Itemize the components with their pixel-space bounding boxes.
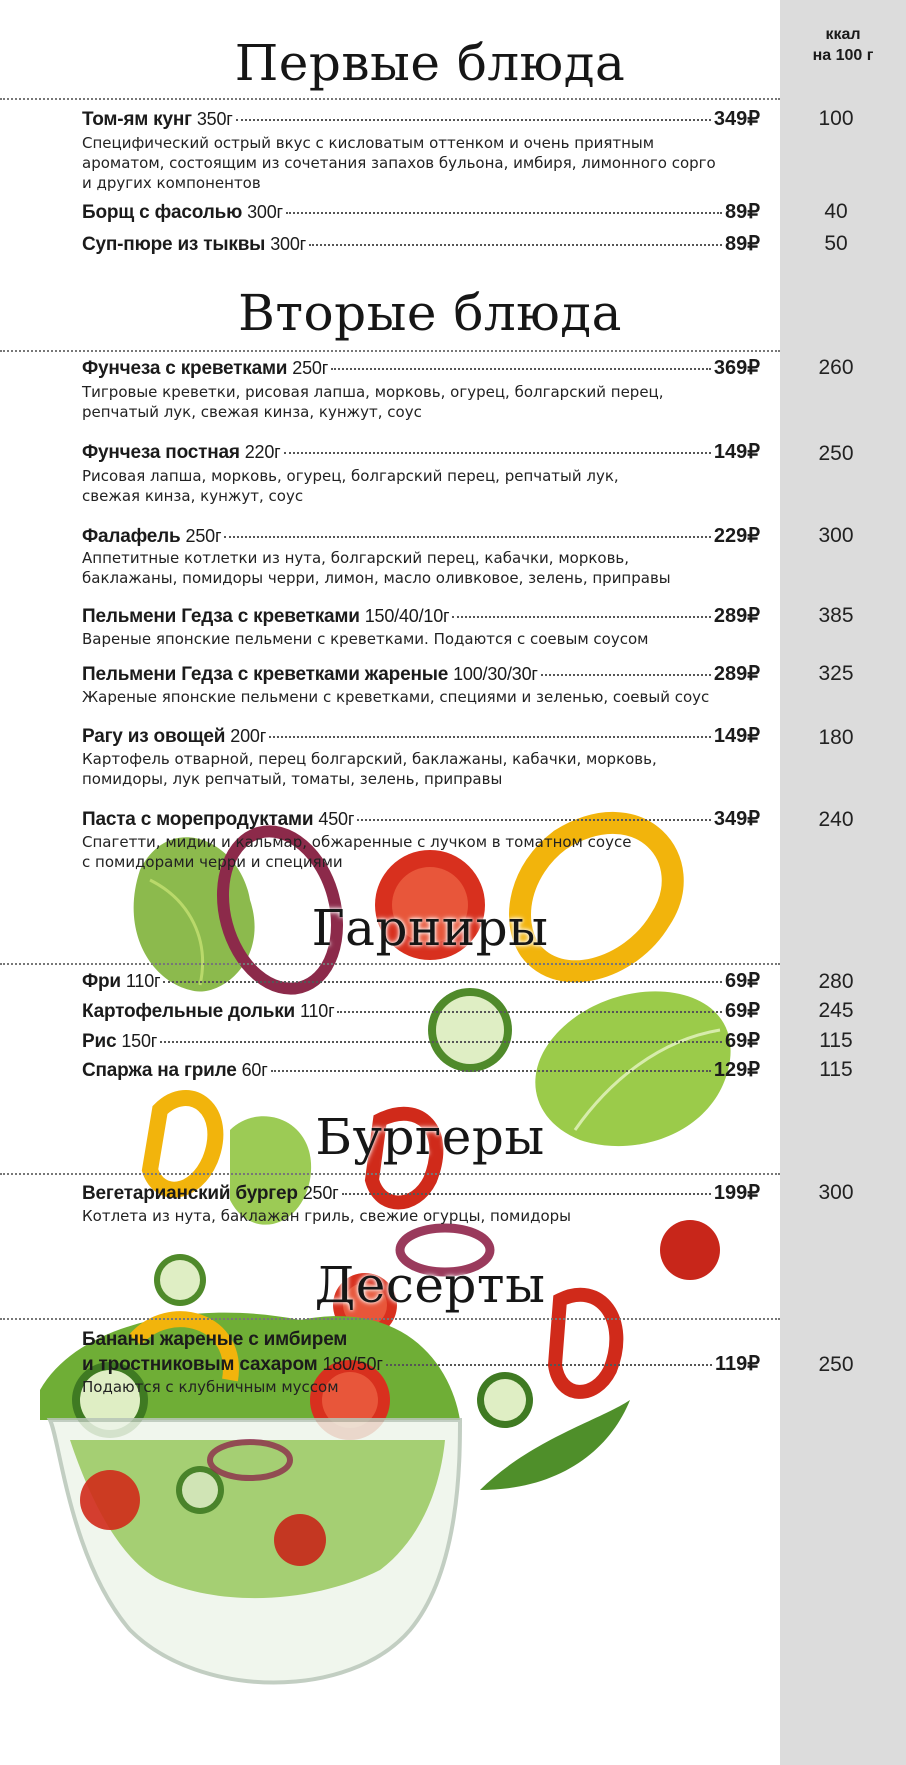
item-name: Спаржа на гриле	[82, 1060, 237, 1081]
item-kcal: 50	[824, 232, 848, 255]
dotted-leader	[284, 452, 711, 454]
menu-item	[82, 200, 760, 225]
dotted-leader	[337, 1011, 722, 1013]
kcal-column-background	[780, 0, 906, 1765]
item-kcal: 115	[819, 1058, 853, 1081]
description-line: Вареные японские пельмени с креветками. Подаются с соевым соусом	[82, 630, 649, 648]
description-line: с помидорами черри и специями	[82, 853, 343, 871]
item-price: 69₽	[725, 970, 760, 992]
item-kcal: 245	[818, 999, 854, 1022]
section-divider	[0, 963, 780, 965]
section-divider	[0, 98, 780, 100]
item-description	[82, 629, 742, 649]
item-description	[82, 832, 742, 872]
kcal-header-line-2: на 100 г	[812, 47, 874, 64]
item-kcal: 325	[818, 662, 854, 685]
menu-item	[82, 999, 760, 1024]
item-description	[82, 548, 742, 588]
menu-item	[82, 1352, 760, 1377]
menu-item	[82, 807, 760, 832]
item-kcal: 40	[824, 200, 848, 223]
dotted-leader	[309, 244, 722, 246]
item-weight: 250г	[302, 1183, 339, 1203]
section-divider	[0, 1173, 780, 1175]
item-name: Том-ям кунг	[82, 109, 192, 130]
menu-item	[82, 1181, 760, 1206]
dotted-leader	[236, 119, 711, 121]
item-name: Фунчеза постная	[82, 442, 240, 463]
item-name: Фалафель	[82, 526, 181, 547]
section-title-first-courses: Первые блюда	[234, 34, 626, 92]
item-name: Борщ с фасолью	[82, 202, 243, 223]
menu-item	[82, 107, 760, 132]
item-name: Паста с морепродуктами	[82, 809, 314, 830]
item-price: 149₽	[713, 441, 760, 463]
item-weight: 250г	[185, 526, 222, 546]
item-price: 129₽	[713, 1059, 760, 1081]
item-price: 369₽	[713, 357, 760, 379]
dotted-leader	[331, 368, 711, 370]
item-kcal: 300	[818, 1181, 854, 1204]
item-name: Рис	[82, 1031, 117, 1052]
item-weight: 110г	[125, 971, 161, 991]
menu-item	[82, 1029, 760, 1054]
item-price: 119₽	[715, 1353, 760, 1375]
item-price: 69₽	[725, 1000, 760, 1022]
description-line: репчатый лук, свежая кинза, кунжут, соус	[82, 403, 422, 421]
menu-item	[82, 724, 760, 749]
item-kcal: 385	[818, 604, 854, 627]
dotted-leader	[269, 736, 711, 738]
item-price: 149₽	[713, 725, 760, 747]
description-line: и других компонентов	[82, 174, 261, 192]
item-weight: 250г	[292, 358, 329, 378]
item-name: Фри	[82, 971, 121, 992]
description-line: Тигровые креветки, рисовая лапша, морковь, огурец, болгарский перец,	[82, 383, 664, 401]
item-description	[82, 382, 742, 422]
item-name: Вегетарианский бургер	[82, 1183, 298, 1204]
item-price: 89₽	[725, 233, 760, 255]
item-kcal: 250	[818, 442, 854, 465]
description-line: Специфический острый вкус с кисловатым оттенком и очень приятным	[82, 134, 655, 152]
dotted-leader	[163, 981, 722, 983]
item-price: 349₽	[713, 808, 760, 830]
description-line: Аппетитные котлетки из нута, болгарский перец, кабачки, морковь,	[82, 549, 630, 567]
item-description	[82, 133, 742, 193]
dotted-leader	[271, 1070, 711, 1072]
item-description	[82, 466, 742, 506]
item-price: 199₽	[713, 1182, 760, 1204]
menu-item	[82, 524, 760, 549]
menu-item	[82, 356, 760, 381]
menu-item	[82, 604, 760, 629]
description-line: Спагетти, мидии и кальмар, обжаренные с лучком в томатном соусе	[82, 833, 632, 851]
item-price: 349₽	[713, 108, 760, 130]
item-weight: 450г	[318, 809, 355, 829]
item-name: Суп-пюре из тыквы	[82, 234, 266, 255]
item-kcal: 180	[818, 726, 854, 749]
section-title-sides: Гарниры	[311, 899, 549, 957]
menu-item	[82, 969, 760, 994]
item-price: 229₽	[713, 525, 760, 547]
item-price: 289₽	[713, 663, 760, 685]
item-weight: 200г	[230, 726, 267, 746]
item-kcal: 240	[818, 808, 854, 831]
item-name: Рагу из овощей	[82, 726, 226, 747]
kcal-header-line-1: ккал	[825, 26, 861, 43]
item-weight: 100/30/30г	[453, 664, 538, 684]
item-weight: 150/40/10г	[364, 606, 450, 626]
dotted-leader	[224, 536, 711, 538]
description-line: Котлета из нута, баклажан гриль, свежие огурцы, помидоры	[82, 1207, 571, 1225]
item-price: 289₽	[713, 605, 760, 627]
item-description	[82, 687, 742, 707]
description-line: ароматом, состоящим из сочетания запахов бульона, имбиря, лимонного сорго	[82, 154, 716, 172]
item-price: 89₽	[725, 201, 760, 223]
menu-item	[82, 232, 760, 257]
item-weight: 300г	[247, 202, 283, 222]
item-weight: 350г	[196, 109, 233, 129]
dotted-leader	[357, 819, 711, 821]
item-name: Пельмени Гедза с креветками	[82, 606, 360, 627]
item-price: 69₽	[725, 1030, 760, 1052]
menu-item	[82, 440, 760, 465]
description-line: помидоры, лук репчатый, томаты, зелень, приправы	[82, 770, 503, 788]
item-name: Картофельные дольки	[82, 1001, 295, 1022]
item-name: Фунчеза с креветками	[82, 358, 288, 379]
description-line: свежая кинза, кунжут, соус	[82, 487, 304, 505]
item-description	[82, 749, 742, 789]
item-kcal: 115	[819, 1029, 853, 1052]
item-weight: 220г	[244, 442, 281, 462]
dotted-leader	[342, 1193, 711, 1195]
item-name-line-2: и тростниковым сахаром	[82, 1354, 318, 1375]
item-kcal: 280	[818, 970, 854, 993]
dotted-leader	[286, 212, 722, 214]
menu-item	[82, 1058, 760, 1083]
item-weight: 150г	[121, 1031, 158, 1051]
item-name: Пельмени Гедза с креветками жареные	[82, 664, 449, 685]
item-weight: 110г	[299, 1001, 335, 1021]
item-description	[82, 1377, 742, 1397]
item-name: Бананы жареные с имбирем	[82, 1329, 348, 1350]
dotted-leader	[541, 674, 711, 676]
dotted-leader	[160, 1041, 722, 1043]
menu-item	[82, 662, 760, 687]
item-kcal: 300	[818, 524, 854, 547]
section-title-burgers: Бургеры	[315, 1108, 545, 1166]
section-divider	[0, 1318, 780, 1320]
item-weight: 300г	[270, 234, 307, 254]
item-kcal: 100	[818, 107, 854, 130]
item-weight: 180/50г	[322, 1354, 383, 1374]
item-description	[82, 1206, 742, 1226]
item-kcal: 260	[818, 356, 854, 379]
dotted-leader	[386, 1364, 712, 1366]
description-line: Картофель отварной, перец болгарский, баклажаны, кабачки, морковь,	[82, 750, 657, 768]
description-line: Жареные японские пельмени с креветками, специями и зеленью, соевый соус	[82, 688, 710, 706]
section-title-desserts: Десерты	[314, 1256, 546, 1314]
section-divider	[0, 350, 780, 352]
menu-item-name-line-1	[82, 1328, 760, 1352]
item-weight: 60г	[241, 1060, 268, 1080]
item-kcal: 250	[818, 1353, 854, 1376]
description-line: Подаются с клубничным муссом	[82, 1378, 339, 1396]
description-line: Рисовая лапша, морковь, огурец, болгарский перец, репчатый лук,	[82, 467, 619, 485]
description-line: баклажаны, помидоры черри, лимон, масло оливковое, зелень, приправы	[82, 569, 671, 587]
dotted-leader	[452, 616, 711, 618]
section-title-second-courses: Вторые блюда	[238, 284, 622, 342]
